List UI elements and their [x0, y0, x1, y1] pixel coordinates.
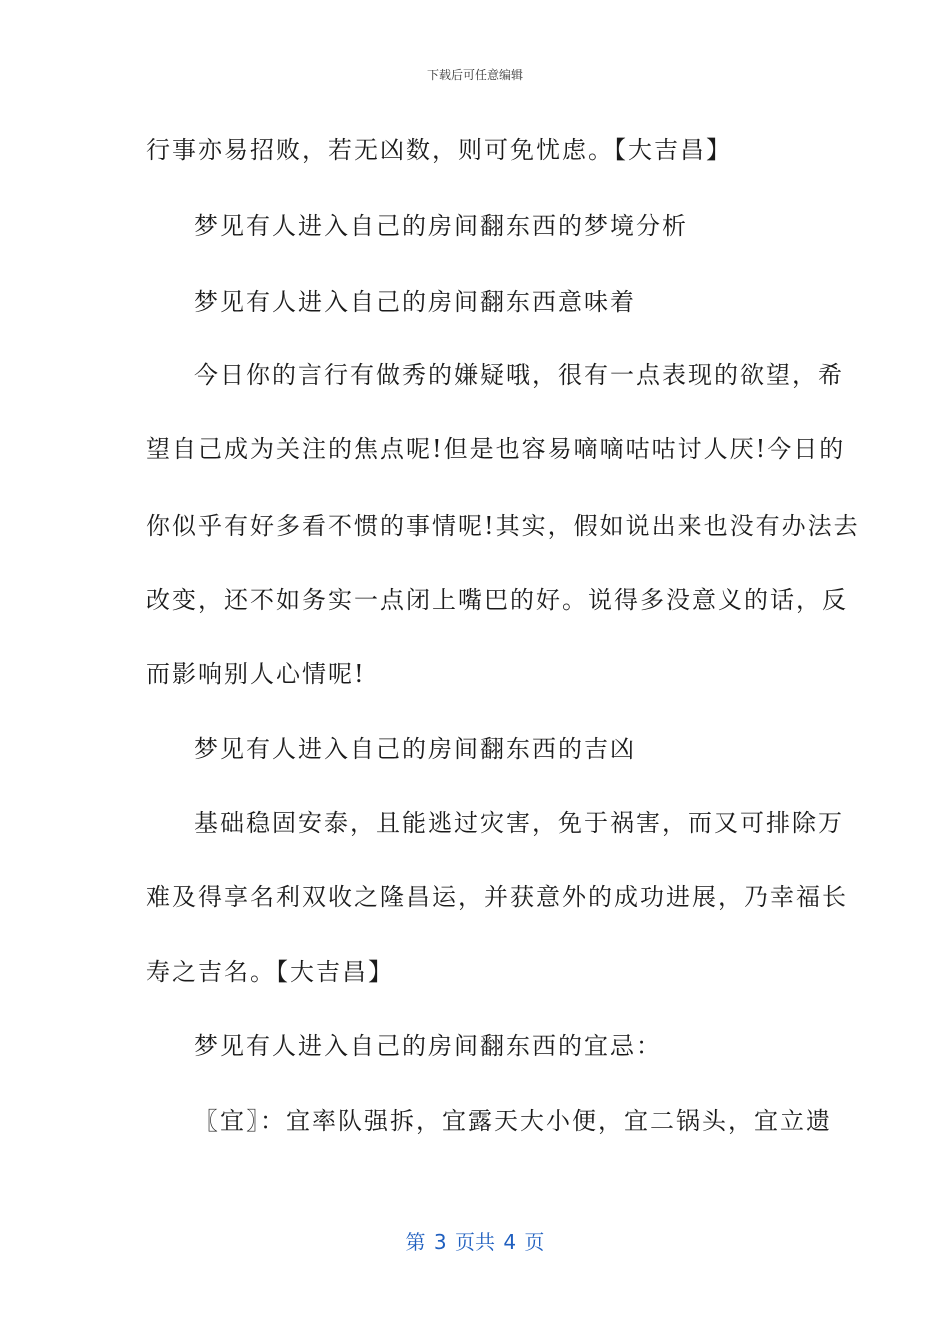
paragraph-line: 行事亦易招败，若无凶数，则可免忧虑。【大吉昌】: [146, 136, 732, 164]
section-heading: 梦见有人进入自己的房间翻东西意味着: [194, 288, 636, 316]
page-footer: 第 3 页共 4 页: [405, 1230, 545, 1254]
paragraph-line: 改变，还不如务实一点闭上嘴巴的好。说得多没意义的话，反: [146, 586, 848, 614]
paragraph-line: 你似乎有好多看不惯的事情呢!其实，假如说出来也没有办法去: [146, 512, 860, 540]
paragraph-line: 而影响别人心情呢!: [146, 660, 366, 688]
paragraph-line: 望自己成为关注的焦点呢!但是也容易嘀嘀咕咕讨人厌!今日的: [146, 435, 846, 463]
paragraph-line: 寿之吉名。【大吉昌】: [146, 958, 394, 986]
paragraph-line: 基础稳固安泰，且能逃过灾害，免于祸害，而又可排除万: [194, 809, 844, 837]
paragraph-line: 难及得享名利双收之隆昌运，并获意外的成功进展，乃幸福长: [146, 883, 848, 911]
section-heading: 梦见有人进入自己的房间翻东西的梦境分析: [194, 212, 688, 240]
page-header: 下载后可任意编辑: [426, 68, 523, 82]
paragraph-line: 〖宜〗：宜率队强拆，宜露天大小便，宜二锅头，宜立遗: [194, 1107, 832, 1135]
paragraph-line: 今日你的言行有做秀的嫌疑哦，很有一点表现的欲望，希: [194, 361, 844, 389]
section-heading: 梦见有人进入自己的房间翻东西的吉凶: [194, 735, 636, 763]
section-heading: 梦见有人进入自己的房间翻东西的宜忌：: [194, 1032, 662, 1060]
